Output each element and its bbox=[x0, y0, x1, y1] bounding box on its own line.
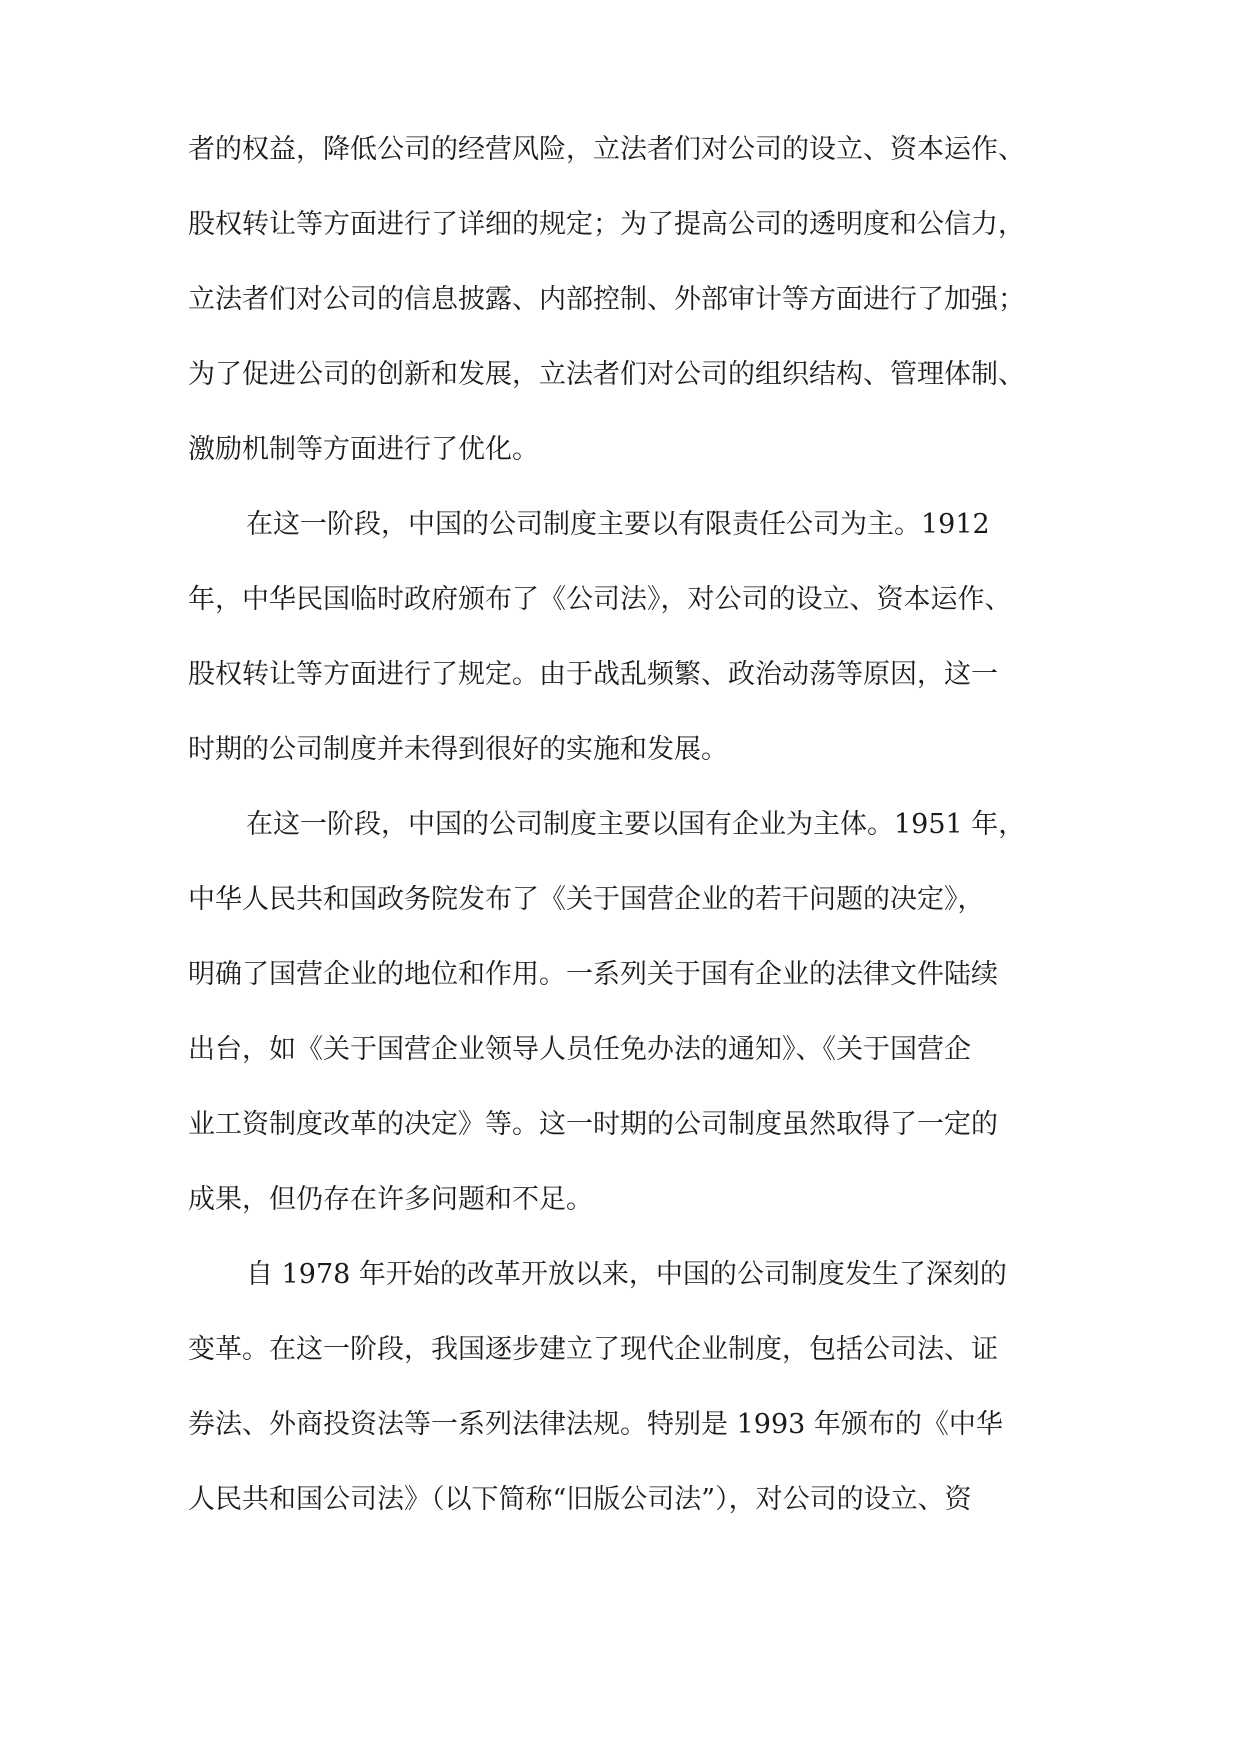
text-line: 激励机制等方面进行了优化。 bbox=[188, 434, 539, 465]
text-line: 者的权益，降低公司的经营风险，立法者们对公司的设立、资本运作、 bbox=[188, 134, 1025, 165]
text-line: 券法、外商投资法等一系列法律法规。特别是 1993 年颁布的《中华 bbox=[188, 1409, 1003, 1440]
text-line: 在这一阶段，中国的公司制度主要以有限责任公司为主。1912 bbox=[246, 509, 990, 540]
paragraph-4 bbox=[188, 1237, 1068, 1537]
text-line: 时期的公司制度并未得到很好的实施和发展。 bbox=[188, 734, 728, 765]
text-line: 成果，但仍存在许多问题和不足。 bbox=[188, 1184, 593, 1215]
text-line: 明确了国营企业的地位和作用。一系列关于国有企业的法律文件陆续 bbox=[188, 959, 998, 990]
paragraph-2 bbox=[188, 487, 1068, 787]
document-body bbox=[188, 112, 1068, 1537]
text-line: 在这一阶段，中国的公司制度主要以国有企业为主体。1951 年， bbox=[246, 809, 1026, 840]
text-line: 立法者们对公司的信息披露、内部控制、外部审计等方面进行了加强； bbox=[188, 284, 1025, 315]
text-line: 股权转让等方面进行了规定。由于战乱频繁、政治动荡等原因，这一 bbox=[188, 659, 998, 690]
text-line: 为了促进公司的创新和发展，立法者们对公司的组织结构、管理体制、 bbox=[188, 359, 1025, 390]
text-line: 业工资制度改革的决定》等。这一时期的公司制度虽然取得了一定的 bbox=[188, 1109, 998, 1140]
text-line: 人民共和国公司法》（以下简称“旧版公司法”），对公司的设立、资 bbox=[188, 1484, 972, 1515]
text-line: 股权转让等方面进行了详细的规定；为了提高公司的透明度和公信力， bbox=[188, 209, 1025, 240]
text-line: 中华人民共和国政务院发布了《关于国营企业的若干问题的决定》， bbox=[188, 884, 985, 915]
text-line: 自 1978 年开始的改革开放以来，中国的公司制度发生了深刻的 bbox=[246, 1259, 1007, 1290]
text-line: 变革。在这一阶段，我国逐步建立了现代企业制度，包括公司法、证 bbox=[188, 1334, 998, 1365]
text-line: 年，中华民国临时政府颁布了《公司法》，对公司的设立、资本运作、 bbox=[188, 584, 1012, 615]
paragraph-1 bbox=[188, 112, 1068, 487]
text-line: 出台，如《关于国营企业领导人员任免办法的通知》、《关于国营企 bbox=[188, 1034, 971, 1065]
paragraph-3 bbox=[188, 787, 1068, 1237]
